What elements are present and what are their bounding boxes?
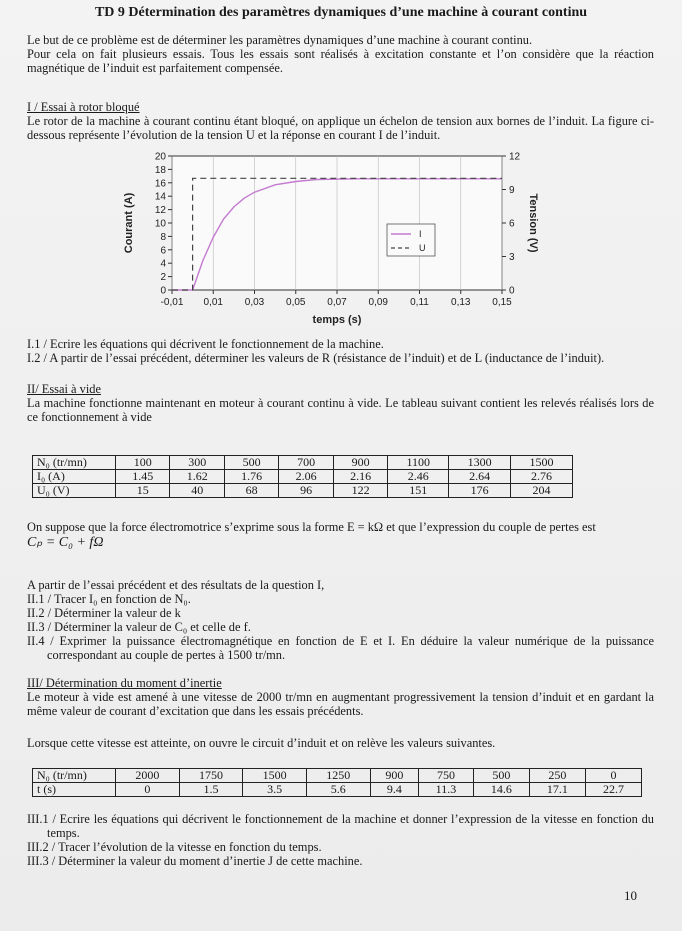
- inertia-table-cell: 11.3: [419, 783, 474, 797]
- no-load-table-row-header: U₀ (V): [33, 484, 116, 498]
- intro-text: [27, 33, 654, 75]
- inertia-table-cell: 2000: [116, 769, 180, 783]
- part2-text: La machine fonctionne maintenant en moteur à courant continu à vide. Le tableau suivant contient les relevés réalisés lors de ce fonctionnement à vide: [27, 396, 654, 424]
- y2-tick-label: 0: [509, 285, 515, 297]
- no-load-table-cell: 122: [333, 484, 387, 498]
- y-tick-label: 18: [154, 164, 166, 176]
- x-tick-label: 0,15: [492, 297, 512, 308]
- question-III2: III.2 / Tracer l’évolution de la vitesse en fonction du temps.: [27, 840, 322, 854]
- inertia-table-row: [33, 769, 642, 783]
- inertia-table-cell: 14.6: [473, 783, 529, 797]
- x-axis-label: temps (s): [312, 314, 362, 326]
- y-tick-label: 0: [160, 285, 166, 297]
- no-load-table-row: [33, 484, 573, 498]
- question-II3: II.3 / Déterminer la valeur de C₀ et celle de f.: [27, 620, 251, 634]
- no-load-table-cell: 15: [116, 484, 170, 498]
- part3-text: Le moteur à vide est amené à une vitesse de 2000 tr/mn en augmentant progressivement la tension d’induit et en gardant la même valeur de courant d’excitation que dans les essais précédents.: [27, 690, 654, 718]
- part3-text2: Lorsque cette vitesse est atteinte, on ouvre le circuit d’induit et on relève les valeurs suivantes.: [27, 736, 496, 750]
- inertia-table-cell: 9.4: [370, 783, 418, 797]
- y-tick-label: 14: [154, 191, 166, 203]
- part1-heading: I / Essai à rotor bloqué: [27, 100, 140, 114]
- inertia-table-cell: 1750: [179, 769, 243, 783]
- part2-suppose: [27, 520, 654, 552]
- part3-heading: III/ Détermination du moment d’inertie: [27, 676, 222, 690]
- y-tick-label: 4: [160, 258, 166, 270]
- question-I2: I.2 / A partir de l’essai précédent, déterminer les valeurs de R (résistance de l’induit) et de L (inductance de l’induit).: [27, 351, 605, 365]
- inertia-table-cell: 17.1: [529, 783, 585, 797]
- no-load-table-row-header: N₀ (tr/mn): [33, 456, 116, 470]
- legend-box: [387, 224, 435, 256]
- inertia-table-cell: 3.5: [243, 783, 307, 797]
- part2-questions: [27, 578, 654, 662]
- no-load-table-cell: 700: [279, 456, 333, 470]
- y2-axis-label: Tension (V): [527, 193, 539, 253]
- no-load-table-cell: 1.45: [116, 470, 170, 484]
- no-load-table-cell: 176: [449, 484, 511, 498]
- no-load-table-cell: 300: [170, 456, 224, 470]
- no-load-table-cell: 900: [333, 456, 387, 470]
- inertia-table-cell: 1.5: [179, 783, 243, 797]
- part3-questions: [27, 812, 654, 868]
- part1-section: [27, 100, 654, 142]
- y-tick-label: 6: [160, 245, 166, 257]
- no-load-table-row: [33, 470, 573, 484]
- y-tick-label: 10: [154, 218, 166, 230]
- y-tick-label: 8: [160, 231, 166, 243]
- x-tick-label: 0,05: [286, 297, 306, 308]
- y2-tick-label: 9: [509, 185, 515, 196]
- inertia-table-cell: 500: [473, 769, 529, 783]
- part2-section: [27, 382, 654, 424]
- no-load-table-cell: 2.06: [279, 470, 333, 484]
- inertia-table: [32, 768, 642, 797]
- no-load-table-cell: 1.62: [170, 470, 224, 484]
- intro-line-1: Le but de ce problème est de déterminer les paramètres dynamiques d’une machine à courant continu.: [27, 33, 533, 47]
- y2-tick-label: 6: [509, 218, 515, 230]
- no-load-table-cell: 500: [224, 456, 278, 470]
- inertia-table-cell: 750: [419, 769, 474, 783]
- question-II2: II.2 / Déterminer la valeur de k: [27, 606, 181, 620]
- inertia-table-row: [33, 783, 642, 797]
- question-III1: III.1 / Ecrire les équations qui décrivent le fonctionnement de la machine et donner l’expression de la vitesse en fonction du temps.: [27, 812, 654, 840]
- x-tick-label: 0,09: [368, 297, 388, 308]
- no-load-table-cell: 68: [224, 484, 278, 498]
- no-load-table-cell: 2.64: [449, 470, 511, 484]
- part1-questions: [27, 337, 654, 365]
- loss-torque-formula: Cₚ = C₀ + fΩ: [27, 535, 104, 550]
- page-number: 10: [624, 888, 637, 903]
- no-load-table-cell: 1.76: [224, 470, 278, 484]
- no-load-table-cell: 40: [170, 484, 224, 498]
- y-tick-label: 16: [154, 178, 166, 190]
- question-II1: II.1 / Tracer I₀ en fonction de N₀.: [27, 592, 191, 606]
- y-tick-label: 20: [154, 151, 166, 163]
- no-load-table-cell: 1300: [449, 456, 511, 470]
- legend-voltage-label: U: [419, 243, 426, 253]
- inertia-table-cell: 900: [370, 769, 418, 783]
- inertia-table-row-header: N₀ (tr/mn): [33, 769, 116, 783]
- no-load-table-cell: 151: [388, 484, 449, 498]
- intro-line-2: Pour cela on fait plusieurs essais. Tous les essais sont réalisés à excitation constante et l’on considère que la réaction magnétique de l’induit est parfaitement compensée.: [27, 47, 654, 75]
- inertia-table-cell: 22.7: [585, 783, 641, 797]
- y-axis-label: Courant (A): [123, 192, 135, 254]
- part2-heading: II/ Essai à vide: [27, 382, 101, 396]
- inertia-table-row-header: t (s): [33, 783, 116, 797]
- inertia-table-cell: 5.6: [306, 783, 370, 797]
- x-tick-label: 0,01: [203, 297, 223, 308]
- question-I1: I.1 / Ecrire les équations qui décrivent le fonctionnement de la machine.: [27, 337, 384, 351]
- x-tick-label: 0,03: [244, 297, 265, 308]
- legend-current-label: I: [419, 229, 422, 239]
- no-load-table-cell: 2.16: [333, 470, 387, 484]
- y2-tick-label: 12: [509, 151, 521, 163]
- inertia-table-cell: 0: [116, 783, 180, 797]
- no-load-table-cell: 2.76: [511, 470, 573, 484]
- no-load-table: [32, 455, 573, 498]
- y-tick-label: 2: [160, 272, 166, 284]
- x-tick-label: -0,01: [160, 297, 184, 308]
- current-voltage-chart: [104, 140, 544, 340]
- y-tick-label: 12: [154, 205, 166, 217]
- no-load-table-cell: 1100: [388, 456, 449, 470]
- y2-tick-label: 3: [509, 252, 515, 263]
- question-II4: II.4 / Exprimer la puissance électromagnétique en fonction de E et I. En déduire la valeur numérique de la puissance correspondant au couple de pertes à 1500 tr/mn.: [27, 634, 654, 662]
- document-title: TD 9 Détermination des paramètres dynamiques d’une machine à courant continu: [94, 5, 588, 20]
- part3-section: [27, 676, 654, 718]
- part3-text2-block: [27, 736, 654, 750]
- inertia-table-cell: 1250: [306, 769, 370, 783]
- inertia-table-cell: 250: [529, 769, 585, 783]
- no-load-table-cell: 204: [511, 484, 573, 498]
- part2-from: A partir de l’essai précédent et des résultats de la question I,: [27, 578, 325, 592]
- x-tick-label: 0,07: [327, 297, 347, 308]
- no-load-table-cell: 100: [116, 456, 170, 470]
- inertia-table-cell: 1500: [243, 769, 307, 783]
- x-tick-label: 0,11: [410, 297, 429, 308]
- no-load-table-cell: 1500: [511, 456, 573, 470]
- x-tick-label: 0,13: [451, 297, 471, 308]
- part1-text: Le rotor de la machine à courant continu étant bloqué, on applique un échelon de tension aux bornes de l’induit. La figure ci-dessous représente l’évolution de la tension U et la réponse en courant I de l’induit.: [27, 114, 654, 142]
- no-load-table-cell: 96: [279, 484, 333, 498]
- no-load-table-row: [33, 456, 573, 470]
- no-load-table-cell: 2.46: [388, 470, 449, 484]
- question-III3: III.3 / Déterminer la valeur du moment d’inertie J de cette machine.: [27, 854, 363, 868]
- no-load-table-row-header: I₀ (A): [33, 470, 116, 484]
- inertia-table-cell: 0: [585, 769, 641, 783]
- suppose-text: On suppose que la force électromotrice s’exprime sous la forme E = kΩ et que l’expression du couple de pertes est: [27, 520, 596, 534]
